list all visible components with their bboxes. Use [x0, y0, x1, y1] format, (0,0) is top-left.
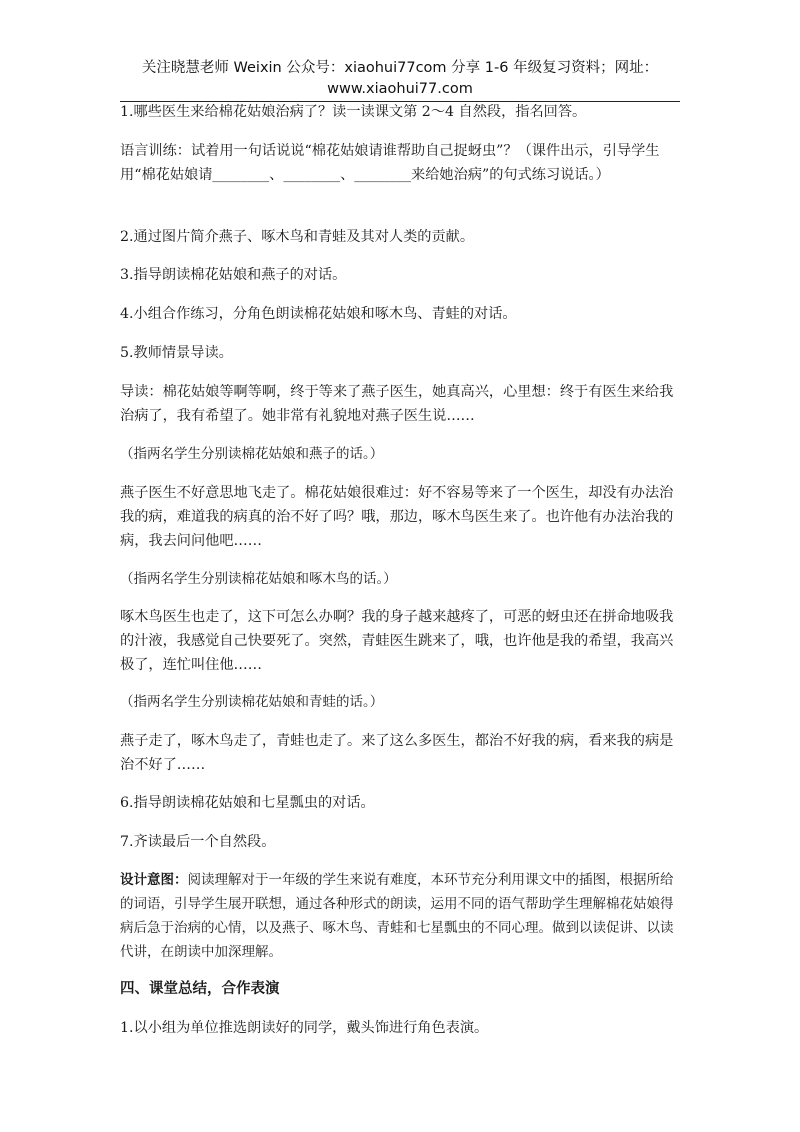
paragraph-guided-reading: 导读：棉花姑娘等啊等啊，终于等来了燕子医生，她真高兴，心里想：终于有医生来给我治病了，我有希望了。她非常有礼貌地对燕子医生说…… [120, 384, 674, 424]
section-heading-summary: 四、课堂总结，合作表演 [120, 981, 280, 997]
design-intent-text: 阅读理解对于一年级的学生来说有难度，本环节充分利用课文中的插图，根据所给的词语，引导学生展开联想，通过各种形式的朗读，运用不同的语气帮助学生理解棉花姑娘得病后急于治病的心情，以及燕子、啄木鸟、青蛙和七星瓢虫的不同心理。做到以读促讲、以读代讲，在朗读中加深理解。 [120, 872, 674, 960]
paragraph-step-3: 3.指导朗读棉花姑娘和燕子的对话。 [120, 267, 347, 283]
page-header [120, 58, 680, 100]
paragraph-design-intent [120, 868, 680, 964]
paragraph-note-woodpecker: （指两名学生分别读棉花姑娘和啄木鸟的话。） [120, 571, 397, 587]
paragraph-step-2: 2.通过图片简介燕子、啄木鸟和青蛙及其对人类的贡献。 [120, 229, 475, 245]
paragraph-note-frog: （指两名学生分别读棉花姑娘和青蛙的话。） [120, 694, 384, 710]
paragraph-all-leave: 燕子走了，啄木鸟走了，青蛙也走了。来了这么多医生，都治不好我的病，看来我的病是治不好了…… [120, 733, 674, 773]
paragraph-step-6: 6.指导朗读棉花姑娘和七星瓢虫的对话。 [120, 795, 375, 811]
paragraph-step-7: 7.齐读最后一个自然段。 [120, 834, 276, 850]
paragraph-step-5: 5.教师情景导读。 [120, 345, 233, 361]
paragraph-step-4: 4.小组合作练习，分角色朗读棉花姑娘和啄木鸟、青蛙的对话。 [120, 306, 517, 322]
paragraph-woodpecker-leaves: 啄木鸟医生也走了，这下可怎么办啊？我的身子越来越疼了，可恶的蚜虫还在拼命地吸我的汁液，我感觉自己快要死了。突然，青蛙医生跳来了，哦，也许他是我的希望，我高兴极了，连忙叫住他…… [120, 609, 674, 673]
header-line-1: 关注晓慧老师 Weixin 公众号：xiaohui77com 分享 1-6 年级复习资料；网址： [141, 60, 659, 76]
paragraph-question-1: 1.哪些医生来给棉花姑娘治病了？读一读课文第 2～4 自然段，指名回答。 [120, 104, 587, 120]
header-line-2: www.xiaohui77.com [327, 81, 473, 97]
paragraph-swallow-leaves: 燕子医生不好意思地飞走了。棉花姑娘很难过：好不容易等来了一个医生，却没有办法治我的病，难道我的病真的治不好了吗？哦，那边，啄木鸟医生来了。也许他有办法治我的病，我去问问他吧…… [120, 485, 674, 549]
design-intent-label: 设计意图： [120, 872, 188, 888]
paragraph-note-swallow: （指两名学生分别读棉花姑娘和燕子的话。） [120, 446, 384, 462]
paragraph-language-training: 语言训练：试着用一句话说说“棉花姑娘请谁帮助自己捉蚜虫”？（课件出示，引导学生用“棉花姑娘请________、________、________来给她治病”的句式练习说话。） [120, 143, 660, 183]
paragraph-summary-1: 1.以小组为单位推选朗读好的同学，戴头饰进行角色表演。 [120, 1020, 489, 1036]
